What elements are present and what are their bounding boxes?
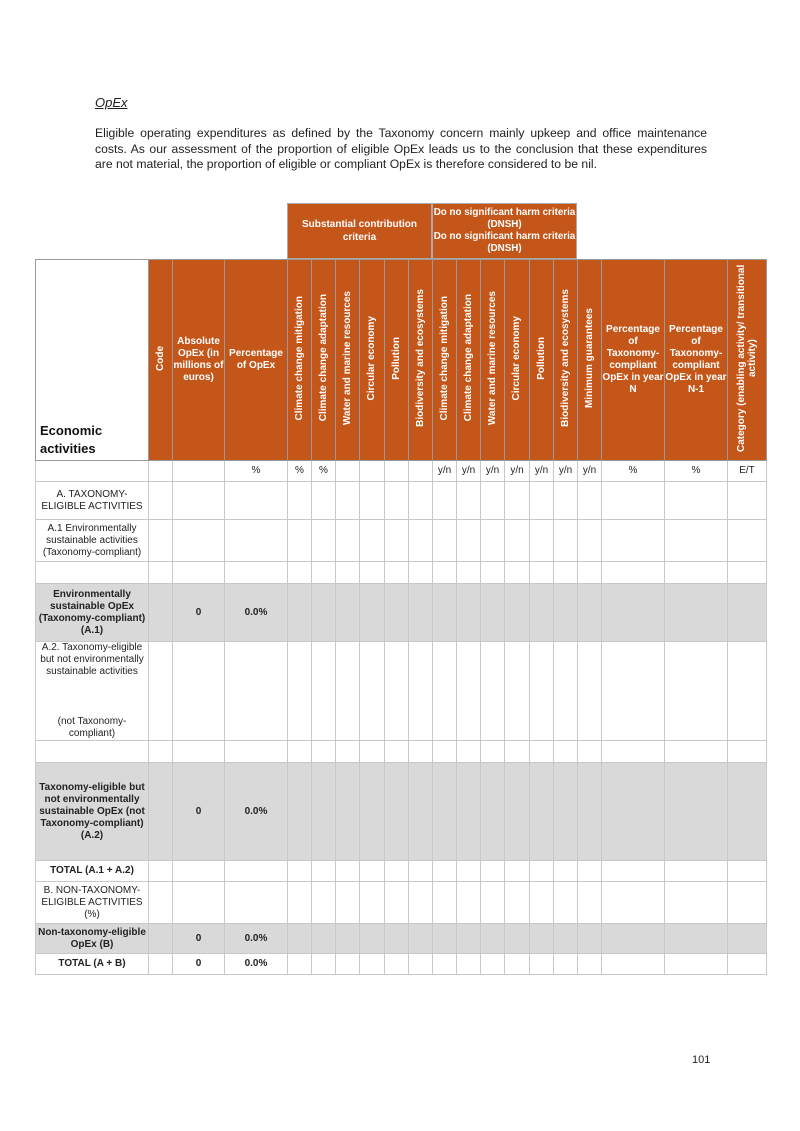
col-code [149,260,173,461]
col-pct-year-n: Percentage of Taxonomy-compliant OpEx in year N [602,260,665,461]
row-label: Non-taxonomy-eligible OpEx (B) [36,924,149,954]
page-number: 101 [692,1054,711,1066]
value-cell: 0 [173,954,225,975]
col-sc-ccm-label: Climate change mitigation [293,295,305,421]
col-sc-water-label: Water and marine resources [341,290,353,426]
col-sc-water [336,260,360,461]
col-sc-pollution [385,260,409,461]
col-dnsh-pollution-label: Pollution [535,336,547,380]
col-dnsh-biodiversity-label: Biodiversity and ecosystems [559,289,571,427]
row-label: A.1 Environmentally sustainable activities (Taxonomy-compliant) [36,520,149,562]
unit-pct-n1: % [665,461,728,482]
unit-sc1: % [288,461,312,482]
col-dnsh-ccm [433,260,457,461]
table-row [36,763,767,861]
value-cell: 0.0% [225,954,288,975]
table-row [36,924,767,954]
col-pct-year-n1: Percentage of Taxonomy-compliant OpEx in year N-1 [665,260,728,461]
value-cell: 0 [173,924,225,954]
col-sc-biodiversity [409,260,433,461]
col-sc-ccm [288,260,312,461]
col-sc-circular [360,260,385,461]
col-dnsh-ccm-label: Climate change mitigation [438,295,450,421]
col-dnsh-water-label: Water and marine resources [486,290,498,426]
table-row [36,954,767,975]
unit-yn: y/n [433,461,457,482]
col-sc-circular-label: Circular economy [366,315,377,401]
row-label: TOTAL (A.1 + A.2) [36,861,149,882]
value-cell: 0 [173,584,225,642]
intro-paragraph: Eligible operating expenditures as defined by the Taxonomy concern mainly upkeep and office maintenance costs. As our assessment of the proportion of eligible OpEx leads us to the conclusion that these expenditures are not material, the proportion of eligible or compliant OpEx is therefore considered to be nil. [95,126,707,171]
table-row [36,642,767,741]
value-cell: 0.0% [225,924,288,954]
col-dnsh-pollution [530,260,554,461]
col-minimum-guarantees-label: Minimum guarantees [583,307,595,409]
col-minimum-guarantees [578,260,602,461]
unit-yn: y/n [505,461,530,482]
unit-yn: y/n [578,461,602,482]
value-cell: 0.0% [225,584,288,642]
table-row [36,562,767,584]
col-sc-biodiversity-label: Biodiversity and ecosystems [414,289,426,427]
row-label: Environmentally sustainable OpEx (Taxonomy-compliant) (A.1) [36,584,149,642]
unit-yn: y/n [530,461,554,482]
row-label: TOTAL (A + B) [36,954,149,975]
table-row [36,741,767,763]
section-title: OpEx [95,95,128,110]
table-row [36,882,767,924]
table-row [36,861,767,882]
row-label: B. NON-TAXONOMY-ELIGIBLE ACTIVITIES (%) [36,882,149,924]
unit-yn: y/n [481,461,505,482]
col-dnsh-cca-label: Climate change adaptation [462,294,474,422]
col-sc-cca-label: Climate change adaptation [317,294,329,422]
col-dnsh-biodiversity [554,260,578,461]
col-sc-cca [312,260,336,461]
col-percentage-opex: Percentage of OpEx [225,260,288,461]
units-row [36,461,767,482]
col-category-label: Category (enabling activity/ transitional activity) [736,264,758,452]
row-label-line: A.2. Taxonomy-eligible but not environmentally sustainable activities [40,642,144,677]
col-absolute-opex: Absolute OpEx (in millions of euros) [173,260,225,461]
table-row [36,482,767,520]
unit-yn: y/n [457,461,481,482]
unit-yn: y/n [554,461,578,482]
col-dnsh-water [481,260,505,461]
col-economic-activities: Economic activities [36,260,149,461]
taxonomy-opex-table [35,259,767,975]
dnsh-header: Do no significant harm criteria (DNSH) Do no significant harm criteria (DNSH) [432,203,577,259]
substantial-contribution-header: Substantial contribution criteria [287,203,432,259]
col-sc-pollution-label: Pollution [390,336,402,380]
unit-pct-n: % [602,461,665,482]
row-label: Taxonomy-eligible but not environmentally sustainable OpEx (not Taxonomy-compliant) (A.2) [36,763,149,861]
unit-et: E/T [728,461,767,482]
row-label [36,642,149,741]
table-row [36,520,767,562]
row-label-line: (not Taxonomy-compliant) [57,716,127,739]
col-code-label: Code [154,345,166,371]
col-dnsh-circular-label: Circular economy [511,315,522,401]
unit-pct: % [225,461,288,482]
table-row [36,584,767,642]
value-cell: 0 [173,763,225,861]
col-category [728,260,767,461]
row-label: A. TAXONOMY-ELIGIBLE ACTIVITIES [36,482,149,520]
header-row [36,260,767,461]
col-dnsh-circular [505,260,530,461]
value-cell: 0.0% [225,763,288,861]
col-dnsh-cca [457,260,481,461]
unit-sc2: % [312,461,336,482]
